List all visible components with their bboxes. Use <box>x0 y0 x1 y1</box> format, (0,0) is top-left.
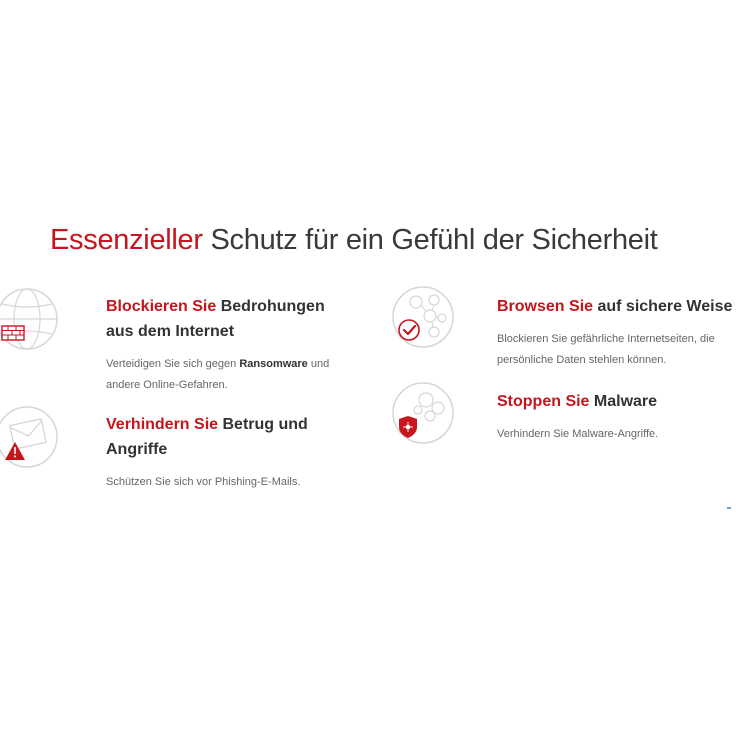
decorative-dot <box>727 507 731 509</box>
heading-accent: Essenzieller <box>50 224 203 256</box>
desc-text: und andere Online-Gefahren. <box>106 358 330 391</box>
feature-title-accent: Blockieren Sie <box>106 298 217 315</box>
feature-stop-malware <box>497 389 727 445</box>
feature-title-accent: Stoppen Sie <box>497 393 590 410</box>
desc-text: Verteidigen Sie sich gegen <box>106 358 240 370</box>
desc-bold-ransomware: Ransomware <box>239 358 308 370</box>
feature-description <box>106 354 336 396</box>
feature-title-rest: Betrug und Angriffe <box>106 416 308 458</box>
globe-firewall-icon <box>0 286 60 352</box>
feature-title-rest: Malware <box>589 393 658 410</box>
page-heading <box>50 224 658 257</box>
feature-title-rest: Bedrohungen aus dem Internet <box>106 298 325 340</box>
heading-rest: Schutz für ein Gefühl der Sicherheit <box>202 224 658 256</box>
feature-title <box>497 389 727 414</box>
shield-malware-icon <box>390 380 456 446</box>
feature-description: Verhindern Sie Malware-Angriffe. <box>497 428 659 440</box>
email-warning-icon <box>0 404 60 470</box>
feature-block-threats <box>106 294 336 396</box>
feature-title <box>497 294 736 319</box>
feature-prevent-fraud <box>106 412 336 493</box>
feature-title-accent: Browsen Sie <box>497 298 594 315</box>
feature-title-accent: Verhindern Sie <box>106 416 219 433</box>
feature-browse-safely <box>497 294 736 371</box>
feature-description: Schützen Sie sich vor Phishing-E-Mails. <box>106 476 301 488</box>
desc-line: persönliche Daten stehlen können. <box>497 354 667 366</box>
feature-description <box>497 329 736 371</box>
desc-line: Blockieren Sie gefährliche Internetseiten, die <box>497 333 715 345</box>
feature-title-rest: auf sichere Weise <box>593 298 733 315</box>
network-check-icon <box>390 284 456 350</box>
feature-title <box>106 294 336 344</box>
feature-title <box>106 412 336 462</box>
